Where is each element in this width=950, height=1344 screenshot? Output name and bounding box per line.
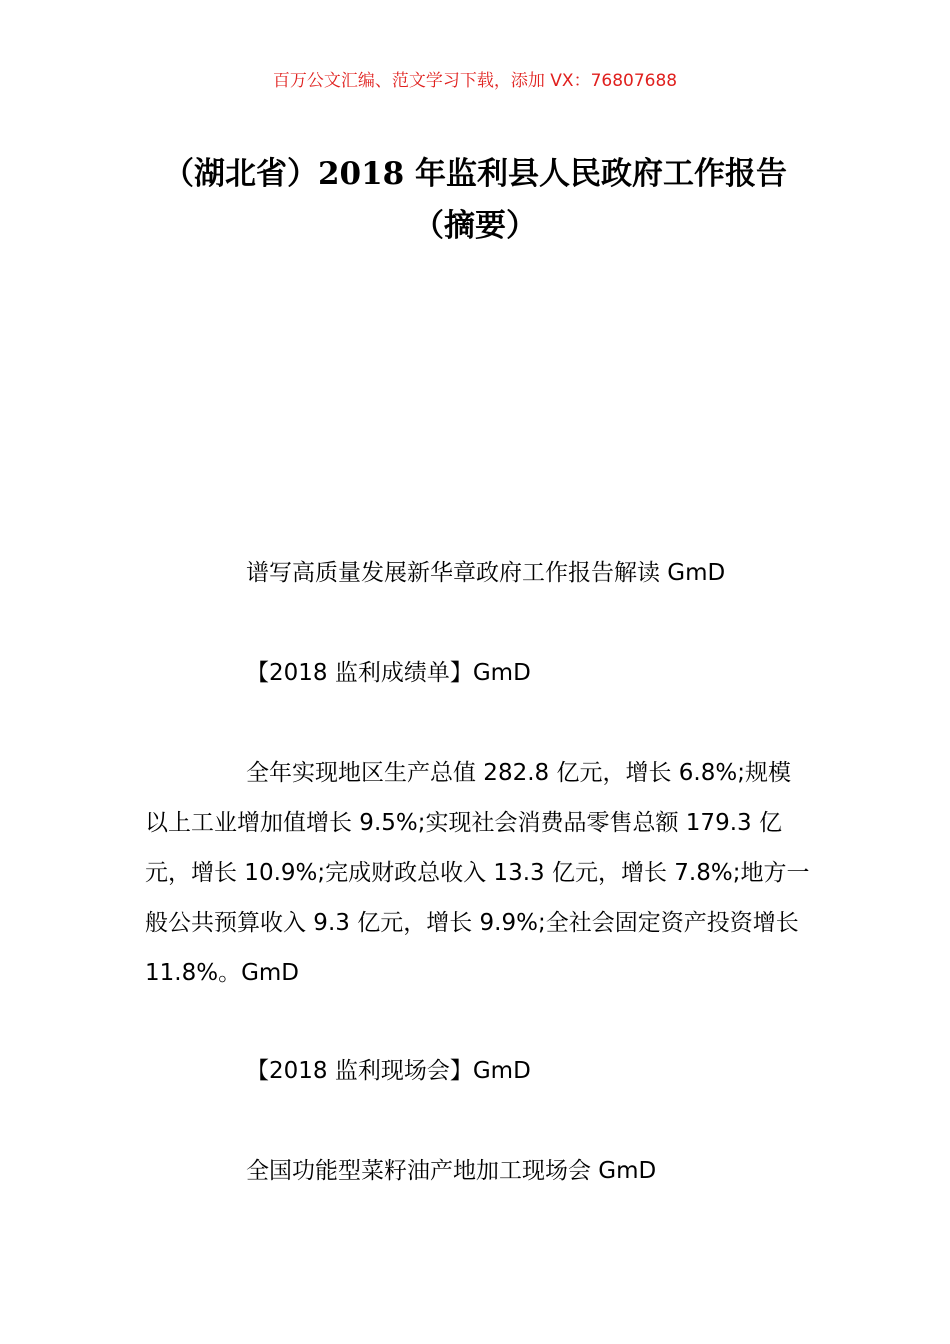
document-title: （湖北省）2018 年监利县人民政府工作报告（摘要） [162,156,788,244]
meeting-item-paragraph: 全国功能型菜籽油产地加工现场会 GmD [246,1158,657,1184]
header-note: 百万公文汇编、范文学习下载，添加 VX：76807688 [272,71,678,91]
scorecard-heading: 【2018 监利成绩单】GmD [246,660,531,686]
scorecard-body-paragraph: 全年实现地区生产总值 282.8 亿元，增长 6.8%;规模以上工业增加值增长 9.5%;实现社会消费品零售总额 179.3 亿元，增长 10.9%;完成财政总收入 13.3 亿元，增长 7.8%;地方一般公共预算收入 9.3 亿元，增长 9.9%;全社会固定资产投资增长 11.8%。GmD [145,760,810,986]
subtitle-paragraph: 谱写高质量发展新华章政府工作报告解读 GmD [246,560,726,586]
meeting-heading: 【2018 监利现场会】GmD [246,1058,531,1084]
